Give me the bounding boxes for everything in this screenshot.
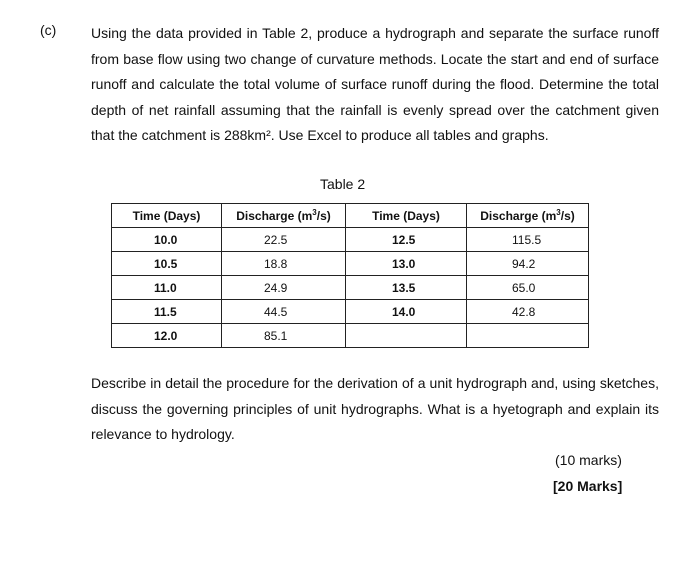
table-caption: Table 2: [320, 176, 366, 192]
cell-discharge-2: 65.0: [467, 276, 589, 300]
question-paragraph-1: Using the data provided in Table 2, produce a hydrograph and separate the surface runoff from base flow using two change of curvature methods. Locate the start and end of surface runoff and calculate the total volume of surface runoff during the flood. Determine the total depth of net rainfall assuming that the rainfall is evenly spread over the catchment given that the catchment is 288km². Use Excel to produce all tables and graphs.: [91, 25, 659, 144]
cell-time-2: 13.0: [346, 252, 467, 276]
cell-discharge-2: [467, 324, 589, 348]
table-header-row: [112, 204, 589, 228]
table-row: [112, 324, 589, 348]
table-row: [112, 252, 589, 276]
cell-discharge-1: 85.1: [222, 324, 346, 348]
cell-time-1: 10.0: [112, 228, 222, 252]
cell-time-1: 11.5: [112, 300, 222, 324]
cell-discharge-2: 115.5: [467, 228, 589, 252]
total-marks-label: [20 Marks]: [553, 478, 623, 494]
header-discharge-2: Discharge $(m^3/s)$: [467, 204, 589, 228]
cell-time-2: 14.0: [346, 300, 467, 324]
header-time-1: Time (Days): [112, 204, 222, 228]
cell-time-1: 11.0: [112, 276, 222, 300]
cell-discharge-1: 18.8: [222, 252, 346, 276]
cell-discharge-2: 42.8: [467, 300, 589, 324]
table-row: [112, 228, 589, 252]
header-discharge-1: Discharge $(m^3/s)$: [222, 204, 346, 228]
cell-time-2: 13.5: [346, 276, 467, 300]
cell-discharge-1: 22.5: [222, 228, 346, 252]
cell-time-2: 12.5: [346, 228, 467, 252]
cell-discharge-2: 94.2: [467, 252, 589, 276]
cell-time-1: 10.5: [112, 252, 222, 276]
cell-time-2: [346, 324, 467, 348]
question-label: (c): [40, 22, 57, 38]
marks-label: (10 marks): [555, 452, 622, 468]
table-row: [112, 276, 589, 300]
header-time-2: Time (Days): [346, 204, 467, 228]
question-paragraph-2: Describe in detail the procedure for the derivation of a unit hydrograph and, using sketches, discuss the governing principles of unit hydrographs. What is a hyetograph and explain its relevance to hydrology.: [91, 375, 659, 443]
cell-discharge-1: 24.9: [222, 276, 346, 300]
table-row: [112, 300, 589, 324]
cell-time-1: 12.0: [112, 324, 222, 348]
discharge-table: [111, 203, 589, 348]
cell-discharge-1: 44.5: [222, 300, 346, 324]
